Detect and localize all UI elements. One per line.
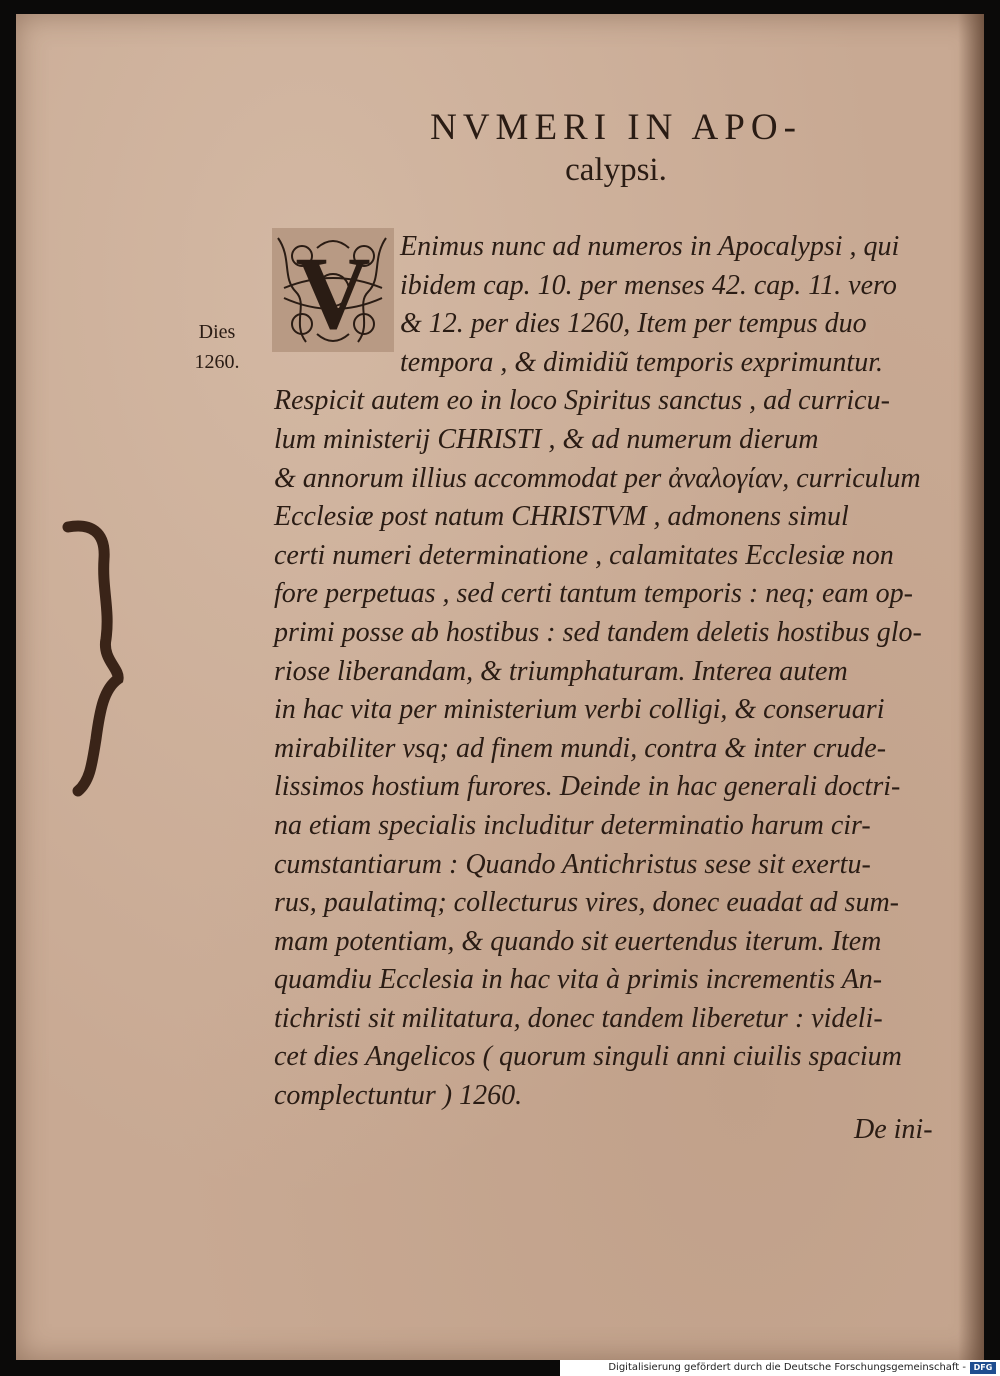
body-line: lissimos hostium furores. Deinde in hac generali doctri- [274,771,901,803]
body-line: cet dies Angelicos ( quorum singuli anni ciuilis spacium [274,1041,902,1073]
catchword: De ini- [854,1114,933,1145]
body-line: lum ministerij CHRISTI , & ad numerum dierum [274,423,819,455]
page-heading [356,106,876,190]
body-line: Ecclesiæ post natum CHRISTVM , admonens simul [274,501,849,533]
body-line: cumstantiarum : Quando Antichristus sese sit exertu- [274,848,871,880]
body-line: na etiam specialis includitur determinatio harum cir- [274,809,871,841]
body-line: in hac vita per ministerium verbi colligi, & conseruari [274,694,885,726]
body-line: mam potentiam, & quando sit euertendus iterum. Item [274,925,882,957]
body-line: rus, paulatimq; collecturus vires, donec euadat ad sum- [274,887,899,919]
margin-note-line-1: Dies [198,321,236,343]
handwritten-bracket-icon [60,519,130,804]
book-page [16,14,984,1360]
body-line: complectuntur ) 1260. [274,1080,523,1112]
margin-note [182,317,252,377]
dfg-logo-icon: DFG [970,1362,996,1374]
body-line: mirabiliter vsq; ad finem mundi, contra & inter crude- [274,732,887,764]
body-line: riose liberandam, & triumphaturam. Interea autem [274,655,848,687]
body-line: & 12. per dies 1260, Item per tempus duo [400,308,867,340]
footer-text: Digitalisierung gefördert durch die Deutsche Forschungsgemeinschaft - [608,1362,966,1373]
margin-note-line-2: 1260. [194,351,240,373]
body-text [274,228,964,1116]
drop-cap-letter: V [295,236,371,351]
body-line: Enimus nunc ad numeros in Apocalypsi , qui [400,231,900,262]
body-line: ibidem cap. 10. per menses 42. cap. 11. vero [400,269,897,301]
body-line: quamdiu Ecclesia in hac vita à primis incrementis An- [274,964,883,996]
heading-line-2: calypsi. [565,152,667,188]
digitization-footer [560,1360,1000,1376]
body-line: primi posse ab hostibus : sed tandem deletis hostibus glo- [274,616,922,648]
body-line: tempora , & dimidiũ temporis exprimuntur. [400,346,883,378]
body-line: Respicit autem eo in loco Spiritus sanctus , ad curricu- [274,385,890,417]
body-line: certi numeri determinatione , calamitates Ecclesiæ non [274,539,894,571]
body-line: tichristi sit militatura, donec tandem liberetur : videli- [274,1002,883,1034]
body-line: fore perpetuas , sed certi tantum temporis : neq; eam op- [274,578,913,610]
body-line: & annorum illius accommodat per ἀναλογίαν, curriculum [274,462,921,494]
heading-line-1: NVMERI IN APO- [430,107,802,148]
